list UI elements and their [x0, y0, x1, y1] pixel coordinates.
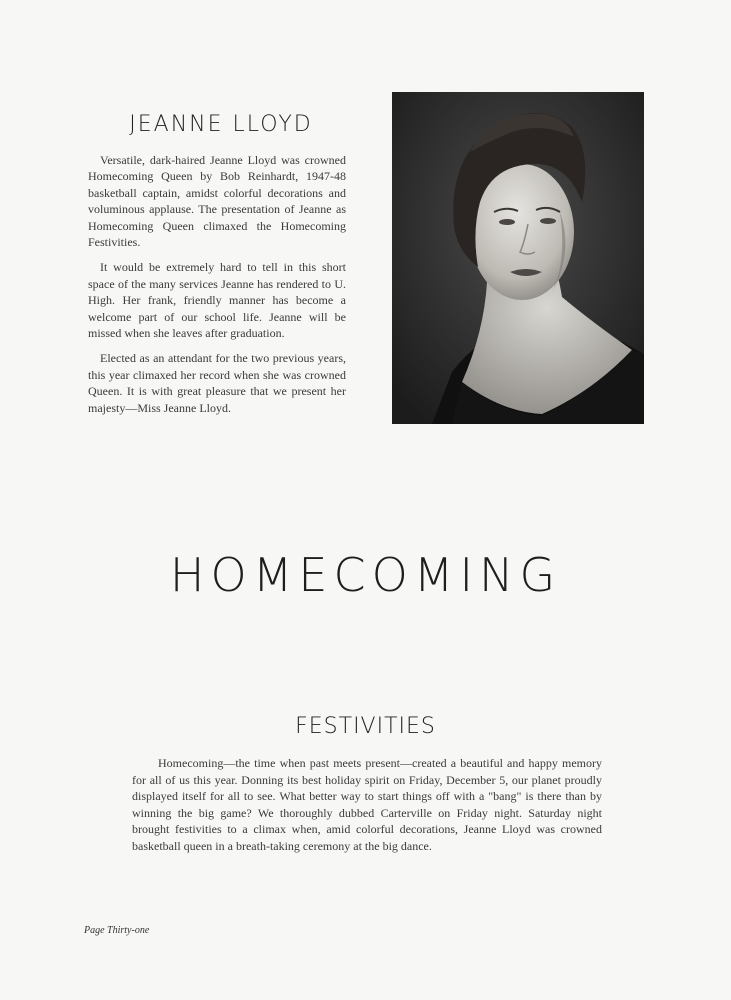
festivities-heading: FESTIVITIES	[295, 714, 436, 739]
festivities-paragraph: Homecoming—the time when past meets present—created a beautiful and happy memory for all of us this year. Donning its best holiday spirit on Friday, December 5, our planet proudly displayed itself for all to see. What better way to start things off with a "bang" is there than by winning the big game? We thoroughly dubbed Carterville on Friday night. Saturday night brought festivities to a climax when, amid colorful decorations, Jeanne Lloyd was crowned basketball queen in a breath-taking ceremony at the big dance.	[132, 756, 602, 853]
queen-paragraph-3: Elected as an attendant for the two previous years, this year climaxed her record when she was crowned Queen. It is with great pleasure that we present her majesty—Miss Jeanne Lloyd.	[88, 351, 346, 415]
homecoming-heading: HOMECOMING	[169, 548, 562, 602]
page-number: Page Thirty-one	[84, 925, 150, 936]
queen-portrait-photo	[392, 92, 644, 424]
queen-name-heading: JEANNE LLOYD	[129, 112, 313, 137]
queen-paragraph-2: It would be extremely hard to tell in this short space of the many services Jeanne has rendered to U. High. Her frank, friendly manner has become a welcome part of our school life. Jeanne will be missed when she leaves after graduation.	[88, 260, 346, 341]
queen-description	[88, 152, 346, 425]
queen-paragraph-1: Versatile, dark-haired Jeanne Lloyd was crowned Homecoming Queen by Bob Reinhardt, 1947-48 basketball captain, amidst colorful decorations and voluminous applause. The presentation of Jeanne as Homecoming Queen climaxed the Homecoming Festivities.	[88, 153, 346, 250]
